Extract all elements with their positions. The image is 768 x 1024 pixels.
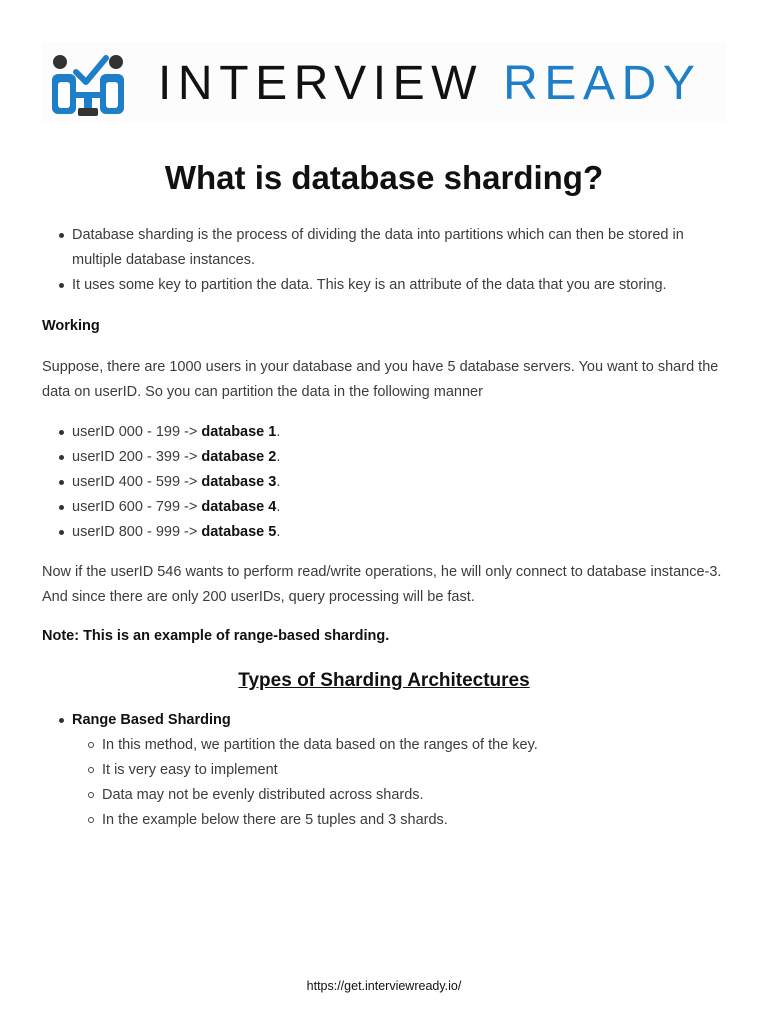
types-list xyxy=(42,708,732,833)
range-text: userID 000 - 199 -> xyxy=(72,424,202,440)
punctuation: . xyxy=(276,449,281,465)
database-name: database 4 xyxy=(201,499,277,515)
sub-list-item: Data may not be evenly distributed across shards. xyxy=(42,783,732,808)
brand-wordmark xyxy=(158,56,702,112)
shard-mapping-list xyxy=(42,420,732,545)
database-name: database 5 xyxy=(201,524,277,540)
list-item xyxy=(42,520,732,545)
sub-list-item: It is very easy to implement xyxy=(42,758,732,783)
interview-ready-logo-icon xyxy=(48,48,128,120)
explanation-paragraph: Now if the userID 546 wants to perform read/write operations, he will only connect to database instance-3. And since there are only 200 userIDs, query processing will be fast. xyxy=(42,564,722,605)
punctuation: . xyxy=(276,474,281,490)
list-item xyxy=(42,495,732,520)
section-heading-working: Working xyxy=(42,318,100,334)
working-paragraph: Suppose, there are 1000 users in your database and you have 5 database servers. You want to shard the data on userID. So you can partition the data in the following manner xyxy=(42,359,719,400)
list-item: Database sharding is the process of dividing the data into partitions which can then be stored in multiple database instances. xyxy=(42,223,732,273)
sub-list-item: In the example below there are 5 tuples and 3 shards. xyxy=(42,808,732,833)
footer-url[interactable]: https://get.interviewready.io/ xyxy=(306,979,462,993)
range-text: userID 600 - 799 -> xyxy=(72,499,202,515)
database-name: database 2 xyxy=(201,449,277,465)
list-item xyxy=(42,445,732,470)
punctuation: . xyxy=(276,524,281,540)
punctuation: . xyxy=(276,499,281,515)
page-title: What is database sharding? xyxy=(164,159,604,196)
list-item: It uses some key to partition the data. This key is an attribute of the data that you are storing. xyxy=(42,273,732,298)
brand-word-ready: READY xyxy=(503,57,702,110)
list-item xyxy=(42,708,732,833)
sub-list-item: In this method, we partition the data based on the ranges of the key. xyxy=(42,733,732,758)
note-text: Note: This is an example of range-based sharding. xyxy=(42,628,390,644)
header-banner xyxy=(42,42,726,122)
type-label: Range Based Sharding xyxy=(72,712,231,728)
sub-list xyxy=(72,733,732,833)
section-heading-types: Types of Sharding Architectures xyxy=(238,670,530,691)
range-text: userID 200 - 399 -> xyxy=(72,449,202,465)
range-text: userID 400 - 599 -> xyxy=(72,474,202,490)
intro-list xyxy=(42,223,732,298)
punctuation: . xyxy=(276,424,281,440)
database-name: database 3 xyxy=(201,474,277,490)
list-item xyxy=(42,420,732,445)
brand-word-interview: INTERVIEW xyxy=(158,57,484,110)
list-item xyxy=(42,470,732,495)
range-text: userID 800 - 999 -> xyxy=(72,524,202,540)
database-name: database 1 xyxy=(201,424,277,440)
